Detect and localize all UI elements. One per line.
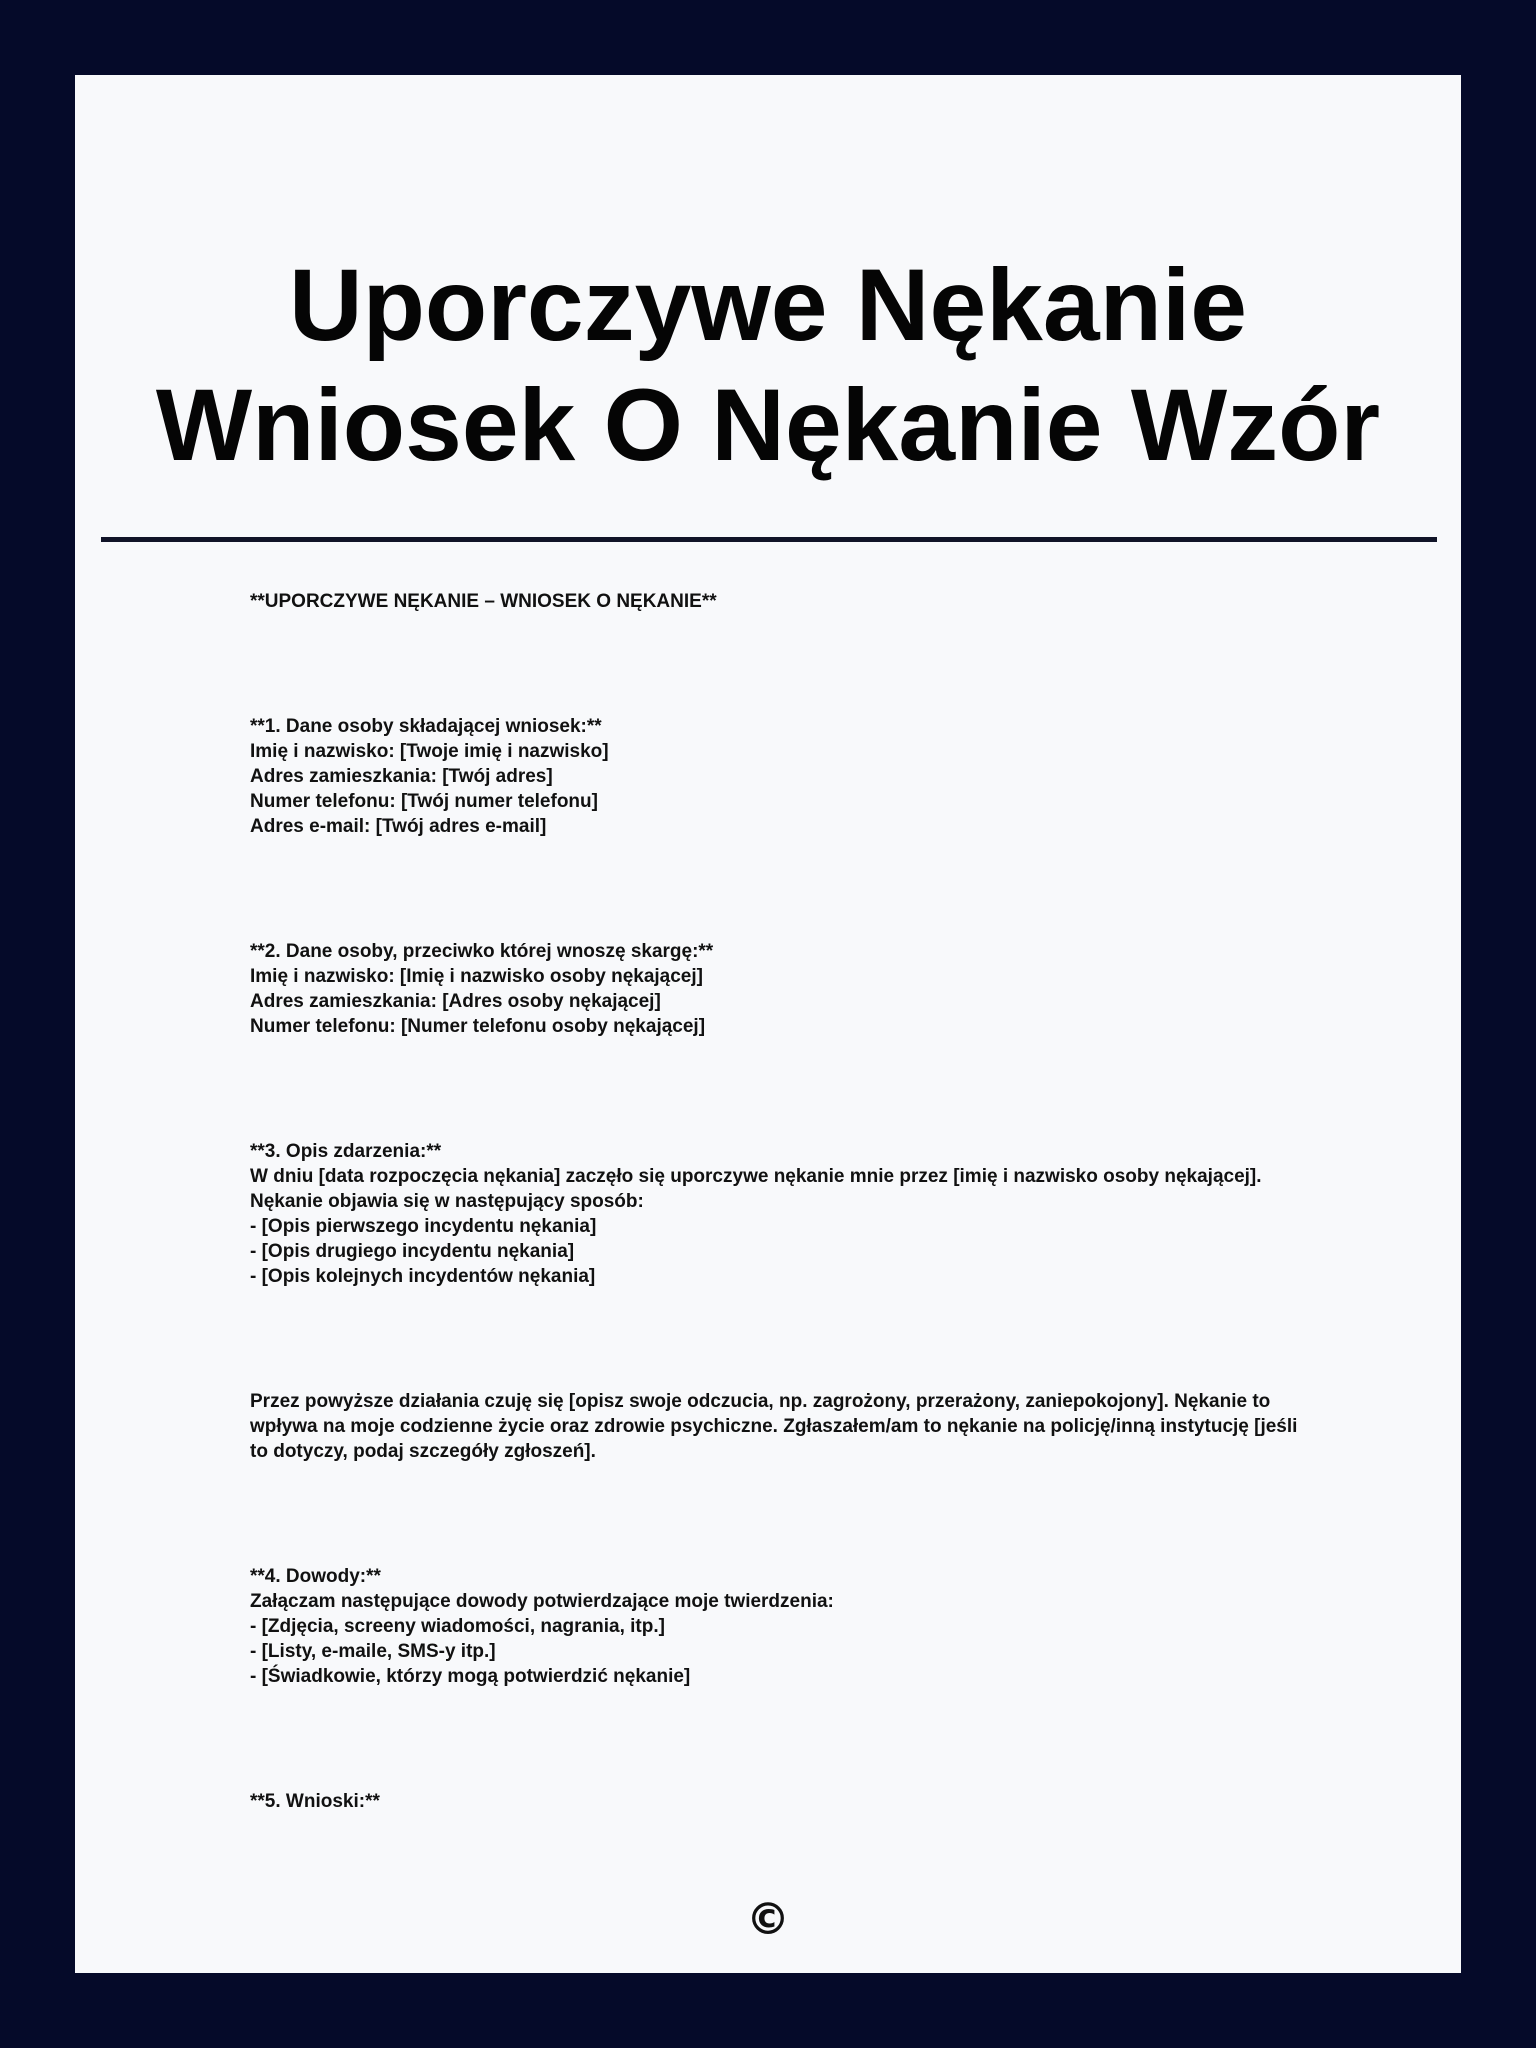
section-feelings-description: Przez powyższe działania czuję się [opisz swoje odczucia, np. zagrożony, przerażony, zaniepokojony]. Nękanie to wpływa na moje codzienne życie oraz zdrowie psychiczne. Zgłaszałem/am to nękanie na policję/inną instytucję [jeśli to dotyczy, podaj szczegóły zgłoszeń]. [250,1391,1298,1462]
copyright-symbol: © [746,1894,790,1945]
document-body [250,589,1310,1814]
title-divider [101,537,1437,542]
section-applicant-data: **1. Dane osoby składającej wniosek:** Imię i nazwisko: [Twoje imię i nazwisko] Adres zamieszkania: [Twój adres] Numer telefonu: [Twój numer telefonu] Adres e-mail: [Twój adres e-mail] [250,716,609,837]
section-evidence: **4. Dowody:** Załączam następujące dowody potwierdzające moje twierdzenia: - [Zdjęcia, screeny wiadomości, nagrania, itp.] - [Listy, e-maile, SMS-y itp.] - [Świadkowie, którzy mogą potwierdzić nękanie] [250,1566,834,1687]
section-requests: **5. Wnioski:** [250,1791,380,1812]
section-incident-description: **3. Opis zdarzenia:** W dniu [data rozpoczęcia nękania] zaczęło się uporczywe nękanie mnie przez [imię i nazwisko osoby nękającej]. Nękanie objawia się w następujący sposób: - [Opis pierwszego incydentu nękania] - [Opis drugiego incydentu nękania] - [Opis kolejnych incydentów nękania] [250,1141,1262,1287]
document-page [75,75,1461,1973]
document-heading: **UPORCZYWE NĘKANIE – WNIOSEK O NĘKANIE** [250,591,717,612]
document-title: Uporczywe Nękanie Wniosek O Nękanie Wzór [155,248,1381,482]
section-respondent-data: **2. Dane osoby, przeciwko której wnoszę skargę:** Imię i nazwisko: [Imię i nazwisko osoby nękającej] Adres zamieszkania: [Adres osoby nękającej] Numer telefonu: [Numer telefonu osoby nękającej] [250,941,714,1037]
